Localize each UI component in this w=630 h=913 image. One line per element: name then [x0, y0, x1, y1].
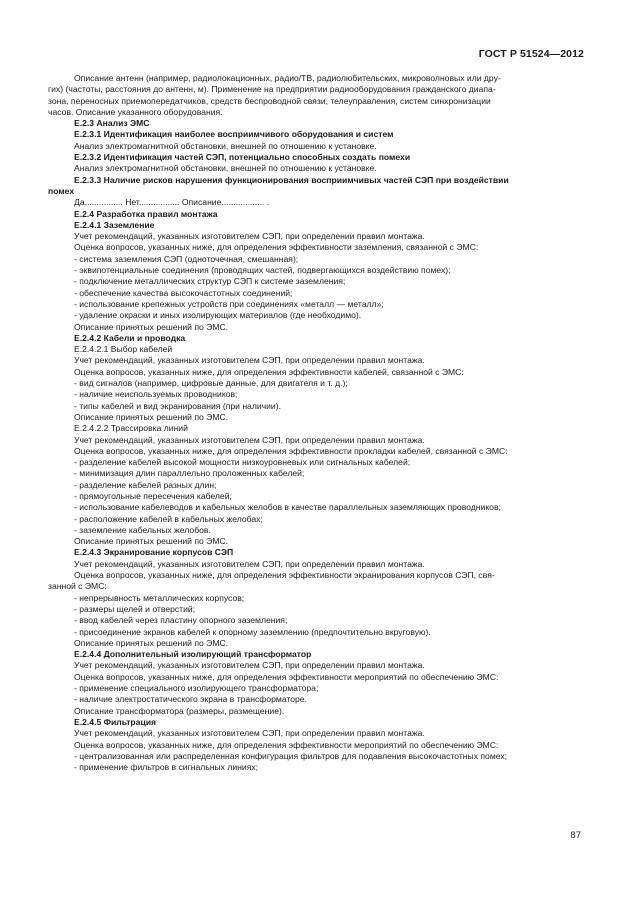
paragraph-line: Оценка вопросов, указанных ниже, для определения эффективности экранирования корпусов СЭП, свя-: [74, 570, 495, 581]
list-item: - ввод кабелей через пластину опорного заземления;: [74, 615, 288, 626]
paragraph-line: Анализ электромагнитной обстановки, внешней по отношению к установке.: [74, 140, 377, 151]
document-body: [48, 73, 584, 773]
list-item: - обеспечение качества высокочастотных соединений;: [74, 287, 293, 298]
list-item: - эквипотенциальные соединения (проводящих частей, подвергающихся воздействию помех);: [74, 265, 451, 276]
list-item: - использование крепежных устройств при соединениях «металл — металл»;: [74, 298, 384, 309]
page-number: 87: [570, 830, 581, 841]
section-heading: Е.2.3.2 Идентификация частей СЭП, потенциально способных создать помехи: [74, 152, 411, 163]
list-item: - размеры щелей и отверстий;: [74, 603, 196, 614]
paragraph-line: Учет рекомендаций, указанных изготовителем СЭП, при определении правил монтажа.: [74, 660, 425, 671]
list-item: - удаление окраски и иных изолирующих материалов (где необходимо).: [74, 310, 362, 321]
paragraph-line: Описание принятых решений по ЭМС.: [74, 637, 229, 648]
list-item: - расположение кабелей в кабельных желобах;: [74, 513, 263, 524]
section-heading: помех: [48, 185, 75, 196]
standard-code-header: ГОСТ Р 51524—2012: [478, 48, 584, 60]
list-item: - вид сигналов (например, цифровые данные, для двигателя и т. д.);: [74, 378, 348, 389]
list-item: - применение специального изолирующего трансформатора;: [74, 683, 319, 694]
section-heading: Е.2.3.3 Наличие рисков нарушения функционирования восприимчивых частей СЭП при воздействии: [74, 174, 509, 185]
list-item: - типы кабелей и вид экранирования (при наличии).: [74, 400, 281, 411]
list-item: - присоединение экранов кабелей к опорному заземлению (предпочтительно вкруговую).: [74, 626, 431, 637]
list-item: - разделение кабелей высокой мощности низкоуровневых или сигнальных кабелей;: [74, 457, 411, 468]
section-heading: Е.2.4.3 Экранирование корпусов СЭП: [74, 547, 234, 558]
section-heading: Е.2.4.4 Дополнительный изолирующий трансформатор: [74, 649, 312, 660]
paragraph-line: Е.2.4.2.1 Выбор кабелей: [74, 344, 173, 355]
paragraph-line: Оценка вопросов, указанных ниже, для определения эффективности мероприятий по обеспечению ЭМС:: [74, 671, 499, 682]
paragraph-line: Описание антенн (например, радиолокационных, радио/ТВ, радиолюбительских, микроволновых или дру-: [74, 73, 501, 83]
section-heading: Е.2.4.5 Фильтрация: [74, 716, 157, 727]
paragraph-line: Учет рекомендаций, указанных изготовителем СЭП, при определении правил монтажа.: [74, 558, 425, 569]
paragraph-line: гих) (частоты, расстояния до антенн, м). Применение на предприятии радиооборудования гражданского диапа-: [48, 84, 496, 95]
paragraph-line: занной с ЭМС:: [48, 581, 107, 592]
list-item: - система заземления СЭП (одноточечная, смешанная);: [74, 253, 299, 264]
list-item: - разделение кабелей разных длин;: [74, 479, 217, 490]
paragraph-line: Учет рекомендаций, указанных изготовителем СЭП, при определении правил монтажа.: [74, 355, 425, 366]
paragraph-line: Оценка вопросов, указанных ниже, для определения эффективности заземления, связанной с ЭМС:: [74, 242, 479, 253]
list-item: - минимизация длин параллельно проложенных кабелей;: [74, 468, 305, 479]
paragraph-line: часов. Описание указанного оборудования.: [48, 106, 223, 117]
section-heading: Е.2.4.2 Кабели и проводка: [74, 332, 186, 343]
paragraph-line: Учет рекомендаций, указанных изготовителем СЭП, при определении правил монтажа.: [74, 728, 425, 739]
list-item: - применение фильтров в сигнальных линиях;: [74, 762, 259, 773]
list-item: - использование кабелеводов и кабельных желобов в качестве параллельных заземляющих проводников;: [74, 502, 501, 513]
list-item: - прямоугольные пересечения кабелей;: [74, 490, 232, 501]
paragraph-line: Описание принятых решений по ЭМС.: [74, 321, 229, 332]
list-item: - централизованная или распределенная конфигурация фильтров для подавления высокочастотных помех;: [74, 750, 508, 761]
list-item: - заземление кабельных желобов.: [74, 524, 211, 535]
list-item: - наличие электростатического экрана в трансформаторе.: [74, 694, 307, 705]
list-item: - подключение металлических структур СЭП к системе заземления;: [74, 276, 346, 287]
section-heading: Е.2.3 Анализ ЭМС: [74, 118, 150, 129]
paragraph-line: Оценка вопросов, указанных ниже, для определения эффективности мероприятий по обеспечению ЭМС:: [74, 739, 499, 750]
paragraph-line: Е.2.4.2.2 Трассировка линий: [74, 423, 188, 434]
paragraph-line: Оценка вопросов, указанных ниже, для определения эффективности прокладки кабелей, связанной с ЭМС:: [74, 445, 508, 456]
section-heading: Е.2.3.1 Идентификация наиболее восприимчивого оборудования и систем: [74, 129, 394, 140]
paragraph-line: Описание принятых решений по ЭМС.: [74, 411, 229, 422]
paragraph-line: зона, переносных приемопередатчиков, средств беспроводной связи, телеуправления, систем синхронизации: [48, 95, 491, 106]
paragraph-line: Описание трансформатора (размеры, размещение).: [74, 705, 285, 716]
list-item: - непрерывность металлических корпусов;: [74, 592, 245, 603]
list-item: - наличие неиспользуемых проводников;: [74, 389, 238, 400]
paragraph-line: Учет рекомендаций, указанных изготовителем СЭП, при определении правил монтажа.: [74, 231, 425, 242]
paragraph-line: Да................ Нет................. Описание.................. .: [74, 197, 270, 208]
section-heading: Е.2.4.1 Заземление: [74, 219, 155, 230]
paragraph-line: Анализ электромагнитной обстановки, внешней по отношению к установке.: [74, 163, 377, 174]
section-heading: Е.2.4 Разработка правил монтажа: [74, 208, 218, 219]
paragraph-line: Учет рекомендаций, указанных изготовителем СЭП, при определении правил монтажа.: [74, 434, 425, 445]
paragraph-line: Оценка вопросов, указанных ниже, для определения эффективности кабелей, связанной с ЭМС:: [74, 366, 464, 377]
paragraph-line: Описание принятых решений по ЭМС.: [74, 536, 229, 547]
